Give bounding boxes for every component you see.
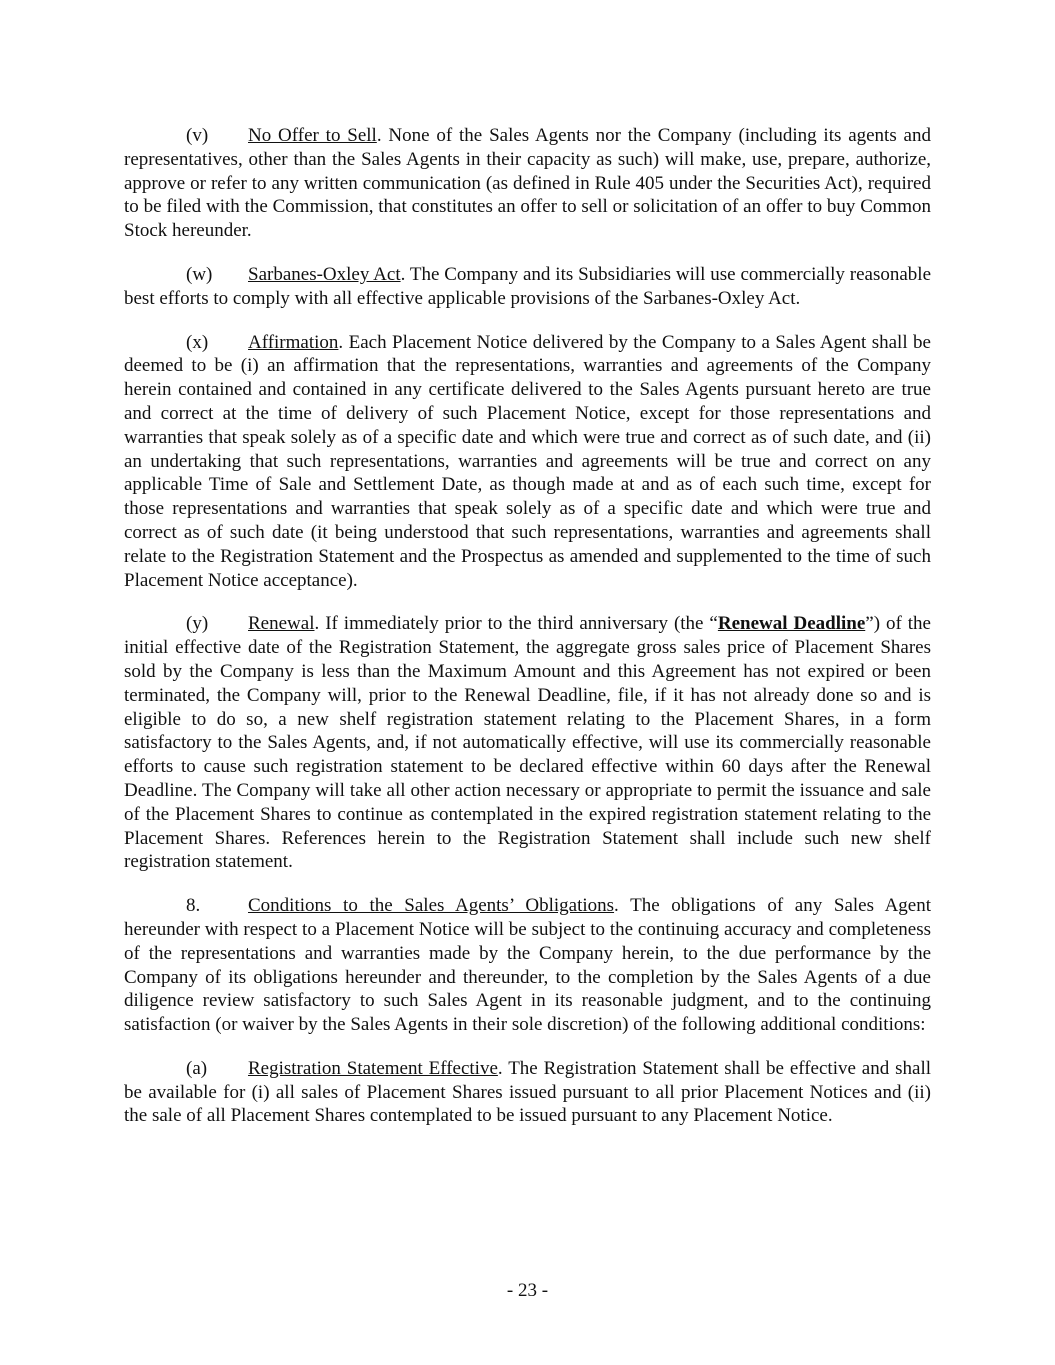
section-8 [124,894,931,1037]
document-page [124,124,931,1148]
paragraph-number: (x) [186,331,209,353]
paragraph-y [124,612,931,874]
paragraph-text-after: ”) of the initial effective date of the Registration Statement, the aggregate gross sales price of Placement Shares sold by the Company is less than the Maximum Amount and this Agreement has not expired or been terminated, the Company will, prior to the Renewal Deadline, file, if it has not already done so and is eligible to do so, a new shelf registration statement relating to the Placement Shares, in a form satisfactory to the Sales Agents, and, if not automatically effective, will use its commercially reasonable efforts to cause such registration statement to be declared effective within 60 days after the Renewal Deadline. The Company will take all other action necessary or appropriate to permit the issuance and sale of the Placement Shares to continue as contemplated in the expired registration statement relating to the Placement Shares. References herein to the Registration Statement shall include such new shelf registration statement. [124,613,931,873]
paragraph-v [124,124,931,243]
defined-term: Renewal Deadline [717,613,866,635]
paragraph-number: (w) [186,263,213,285]
paragraph-text: . The obligations of any Sales Agent hereunder with respect to a Placement Notice will be subject to the continuing accuracy and completeness of the representations and warranties made by the Company herein, to the due performance by the Company of its obligations hereunder and thereunder, to the completion by the Sales Agents of a due diligence review satisfactory to such Sales Agent in its reasonable judgment, and to the continuing satisfaction (or waiver by the Sales Agents in their sole discretion) of the following additional conditions: [124,895,932,1036]
paragraph-text: . The Company and its Subsidiaries will use commercially reasonable best efforts to comply with all effective applicable provisions of the Sarbanes-Oxley Act. [124,263,931,309]
page-number: - 23 - [506,1280,549,1301]
paragraph-heading: Affirmation [248,331,339,353]
paragraph-number: (a) [186,1057,208,1079]
paragraph-heading: Registration Statement Effective [248,1057,498,1079]
paragraph-heading: No Offer to Sell [248,125,377,146]
paragraph-heading: Renewal [248,613,315,635]
paragraph-number: (y) [186,613,209,635]
paragraph-text-before: . If immediately prior to the third anniversary (the “ [314,613,718,635]
section-number: 8. [186,895,201,917]
paragraph-number: (v) [186,125,209,146]
paragraph-text: . The Registration Statement shall be effective and shall be available for (i) all sales of Placement Shares issued pursuant to all prior Placement Notices and (ii) the sale of all Placement Shares contemplated to be issued pursuant to any Placement Notice. [124,1057,931,1127]
paragraph-x [124,331,931,593]
paragraph-text: . None of the Sales Agents nor the Company (including its agents and representatives, other than the Sales Agents in their capacity as such) will make, use, prepare, authorize, approve or refer to any written communication (as defined in Rule 405 under the Securities Act), required to be filed with the Commission, that constitutes an offer to sell or solicitation of an offer to buy Common Stock hereunder. [124,125,931,242]
paragraph-a [124,1057,931,1128]
paragraph-heading: Sarbanes-Oxley Act [248,263,401,285]
section-heading: Conditions to the Sales Agents’ Obligations [248,895,615,917]
paragraph-text: . Each Placement Notice delivered by the Company to a Sales Agent shall be deemed to be (i) an affirmation that the representations, warranties and agreements of the Company herein contained and contained in any certificate delivered to the Sales Agents pursuant hereto are true and correct at the time of delivery of such Placement Notice, except for those representations and warranties that speak solely as of a specific date and which were true and correct as of such date, and (ii) an undertaking that such representations, warranties and agreements will be true and correct on any applicable Time of Sale and Settlement Date, as though made at and as of each such time, except for those representations and warranties that speak solely as of a specific date and which were true and correct as of such date (it being understood that such representations, warranties and agreements shall relate to the Registration Statement and the Prospectus as amended and supplemented to the time of such Placement Notice acceptance). [124,331,931,591]
paragraph-w [124,263,931,311]
